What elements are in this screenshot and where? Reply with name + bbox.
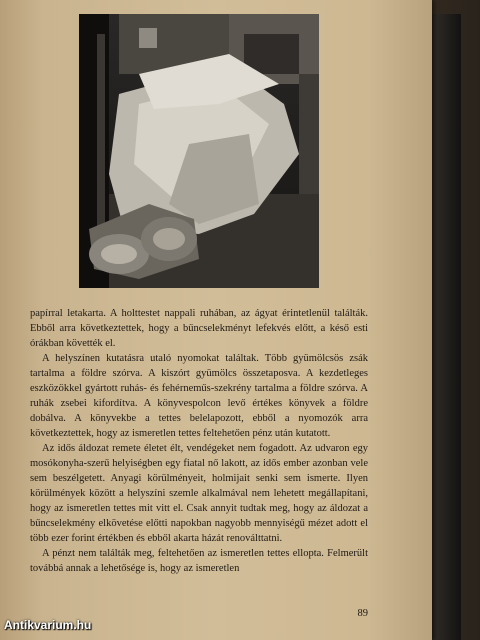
- photo-illustration: [79, 14, 319, 288]
- body-text: [30, 306, 368, 576]
- paragraph-2: A helyszínen kutatásra utaló nyomokat találtak. Több gyümölcsös zsák tartalma a földre szórva. A kiszórt gyümölcs összetaposva. A kezdetleges eszközökkel gyártott ruhás- és fehérneműs-szekrény tartalma a földre szórva. A ruhák zsebei kifordítva. A könyvespolcon levő értékes könyvek a földre dobálva. A könyvekbe a tettes belelapozott, ebből a nyomozók arra következtettek, hogy az ismeretlen tettes feltehetően pénz után kutatott.: [30, 353, 368, 439]
- paragraph-3: Az idős áldozat remete életet élt, vendégeket nem fogadott. Az udvaron egy mosókonyha-szerű helyiségben egy fiatal nő lakott, az idős ember azonban vele sem beszélgetett. Anyagi körülményeit, holmijait senki sem ismerte. Ilyen körülmények között a helyszíni szemle alkalmával nem lehetett megállapítani, hogy az ismeretlen tettes mit vitt el. Csak annyit tudtak meg, hogy az áldozat a bűncselekmény elkövetése előtti napokban nagyobb mennyiségű mézet adott el több ezer forint értékben és ebből akarta házát renoválttatni.: [30, 443, 368, 544]
- paragraph-4: A pénzt nem találták meg, feltehetően az ismeretlen tettes ellopta. Felmerült továbbá annak a lehetősége is, hogy az ismeretlen: [30, 548, 368, 574]
- crime-scene-photo: [79, 14, 319, 288]
- page-number: 89: [357, 608, 368, 619]
- watermark-text: Antikvarium.hu: [4, 618, 92, 632]
- paragraph-1: papírral letakarta. A holttestet nappali ruhában, az ágyat érintetlenül találták. Ebből arra következtettek, hogy a bűncselekményt lefekvés előtt, a késő esti órákban követték el.: [30, 308, 368, 349]
